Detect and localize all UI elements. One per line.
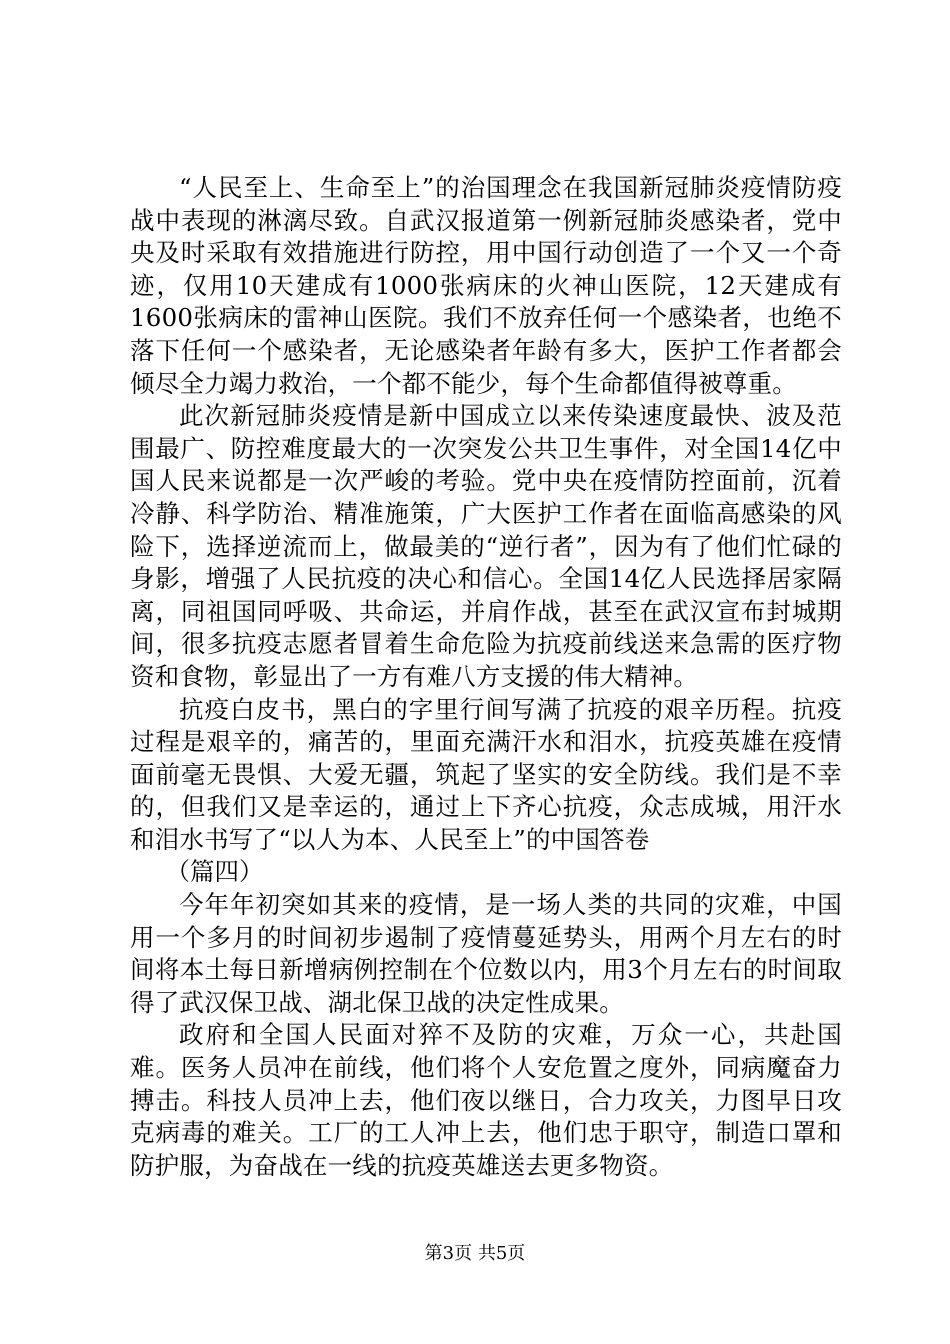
paragraph-1: “人民至上、生命至上”的治国理念在我国新冠肺炎疫情防疫战中表现的淋漓尽致。自武汉报道第一例新冠肺炎感染者，党中央及时采取有效措施进行防控，用中国行动创造了一个又一个奇迹，仅用10天建成有1000张病床的火神山医院，12天建成有1600张病床的雷神山医院。我们不放弃任何一个感染者，也绝不落下任何一个感染者，无论感染者年龄有多大，医护工作者都会倾尽全力竭力救治，一个都不能少，每个生命都值得被尊重。 [130, 173, 842, 398]
section-label: （篇四） [165, 857, 264, 887]
document-body [130, 172, 842, 1182]
paragraph-2: 此次新冠肺炎疫情是新中国成立以来传染速度最快、波及范围最广、防控难度最大的一次突发公共卫生事件，对全国14亿中国人民来说都是一次严峻的考验。党中央在疫情防控面前，沉着冷静、科学防治、精准施策，广大医护工作者在面临高感染的风险下，选择逆流而上，做最美的“逆行者”，因为有了他们忙碌的身影，增强了人民抗疫的决心和信心。全国14亿人民选择居家隔离，同祖国同呼吸、共命运，并肩作战，甚至在武汉宣布封城期间，很多抗疫志愿者冒着生命危险为抗疫前线送来急需的医疗物资和食物，彰显出了一方有难八方支援的伟大精神。 [130, 401, 842, 691]
paragraph-4: 今年年初突如其来的疫情，是一场人类的共同的灾难，中国用一个多月的时间初步遏制了疫情蔓延势头，用两个月左右的时间将本土每日新增病例控制在个位数以内，用3个月左右的时间取得了武汉保卫战、湖北保卫战的决定性成果。 [130, 890, 842, 1017]
paragraph-3: 抗疫白皮书，黑白的字里行间写满了抗疫的艰辛历程。抗疫过程是艰辛的，痛苦的，里面充满汗水和泪水，抗疫英雄在疫情面前毫无畏惧、大爱无疆，筑起了坚实的安全防线。我们是不幸的，但我们又是幸运的，通过上下齐心抗疫，众志成城，用汗水和泪水书写了“以人为本、人民至上”的中国答卷 [130, 694, 842, 854]
page-footer: 第3页 共5页 [424, 1243, 526, 1264]
paragraph-5: 政府和全国人民面对猝不及防的灾难，万众一心，共赴国难。医务人员冲在前线，他们将个人安危置之度外，同病魔奋力搏击。科技人员冲上去，他们夜以继日，合力攻关，力图早日攻克病毒的难关。工厂的工人冲上去，他们忠于职守，制造口罩和防护服，为奋战在一线的抗疫英雄送去更多物资。 [130, 1020, 842, 1180]
